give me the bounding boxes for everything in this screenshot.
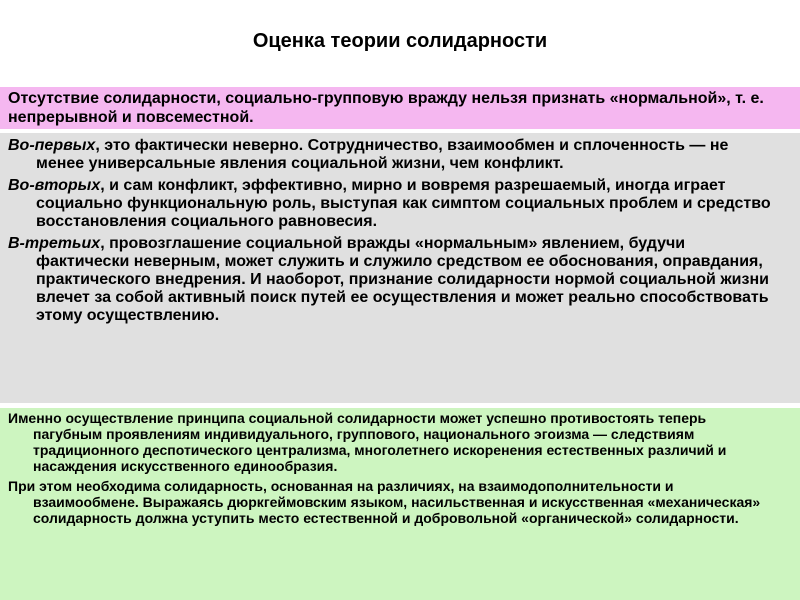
thesis-text: Отсутствие солидарности, социально-групповую вражду нельзя признать «нормальной», т. е. непрерывной и повсеместной. — [8, 90, 764, 126]
conclusion-paragraph-2: При этом необходима солидарность, основанная на различиях, на взаимодополнительности и взаимообмене. Выражаясь дюркгеймовским языком, насильственная и искусственная «механическая» солидарность должна уступить место естественной и добровольной «органической» солидарности. — [8, 478, 761, 526]
argument-first — [8, 137, 778, 173]
slide-title: Оценка теории солидарности — [252, 30, 548, 52]
conclusion-paragraph-1: Именно осуществление принципа социальной солидарности может успешно противостоять теперь пагубным проявлениям индивидуального, группового, национального эгоизма — следствиям традиционного деспотического централизма, многолетнего искоренения естественных различий и насаждения искусственного единообразия. — [8, 410, 727, 474]
argument-second-lead: Во-вторых — [8, 177, 101, 194]
thesis-box — [0, 87, 800, 129]
argument-third — [8, 235, 778, 325]
argument-third-text: , провозглашение социальной вражды «нормальным» явлением, будучи фактически неверным, может служить и служило средством ее обоснования, оправдания, практического внедрения. И наоборот, признание солидарности нормой социальной жизни влечет за собой активный поиск путей ее осуществления и может реально способствовать этому осуществлению. — [36, 235, 769, 324]
argument-second — [8, 177, 778, 231]
conclusion-box — [0, 408, 800, 600]
argument-third-lead: В-третьих — [8, 235, 101, 252]
argument-first-text: , это фактически неверно. Сотрудничество, взаимообмен и сплоченность — не менее универсальные явления социальной жизни, чем конфликт. — [36, 137, 729, 172]
argument-second-text: , и сам конфликт, эффективно, мирно и вовремя разрешаемый, иногда играет социально функциональную роль, выступая как симптом социальных проблем и средство восстановления социального равновесия. — [36, 177, 771, 230]
arguments-box — [0, 133, 800, 403]
argument-first-lead: Во-первых — [8, 137, 96, 154]
